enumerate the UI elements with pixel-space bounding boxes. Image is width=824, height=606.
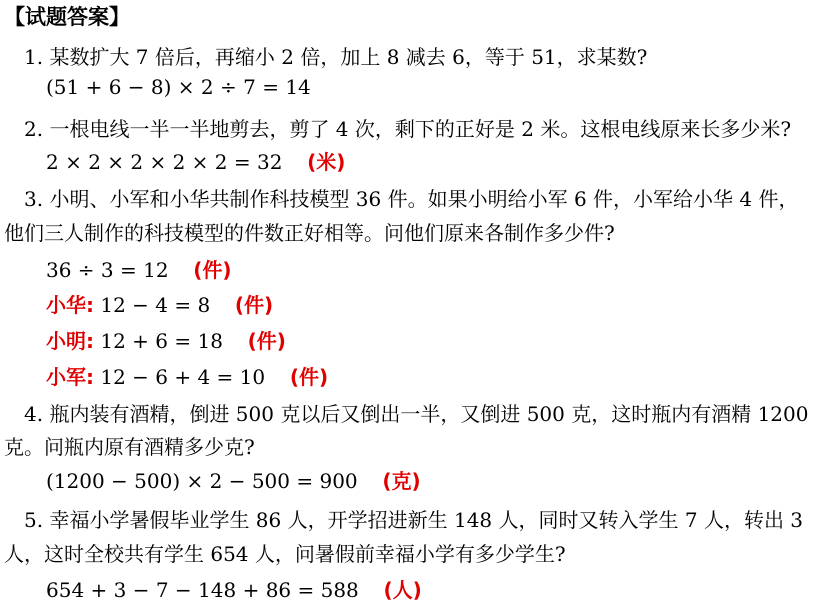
problem-3-answer-4 <box>46 364 328 390</box>
question-text: 幸福小学暑假毕业学生 86 人，开学招进新生 148 人，同时又转入学生 7 人，转出 3 <box>49 508 804 532</box>
answer-expression: 654 + 3 − 7 − 148 + 86 = 588 <box>46 578 359 602</box>
question-text: 小明、小军和小华共制作科技模型 36 件。如果小明给小军 6 件，小军给小华 4 件， <box>49 187 799 211</box>
problem-4-question-line-2 <box>4 434 255 460</box>
answer-expression: (51 + 6 − 8) × 2 ÷ 7 = 14 <box>46 75 311 99</box>
question-text: 瓶内装有酒精，倒进 500 克以后又倒出一半，又倒进 500 克，这时瓶内有酒精 1200 <box>49 402 809 426</box>
answer-expression: (1200 − 500) × 2 − 500 = 900 <box>46 469 358 493</box>
problem-3-answer-2 <box>46 292 273 318</box>
problem-number: 3. <box>24 187 44 211</box>
answer-unit: (件) <box>193 258 232 282</box>
answer-expression: 12 + 6 = 18 <box>100 329 223 353</box>
answer-label: 小华: <box>46 293 94 317</box>
answer-label: 小军: <box>46 365 94 389</box>
problem-number: 4. <box>24 402 44 426</box>
answer-unit: (件) <box>289 365 329 389</box>
answer-expression: 12 − 6 + 4 = 10 <box>100 365 266 389</box>
problem-3-answer-3 <box>46 328 286 354</box>
answer-expression: 36 ÷ 3 = 12 <box>46 258 169 282</box>
section-title: 【试题答案】 <box>4 5 130 29</box>
problem-2-question <box>24 116 791 142</box>
problem-3-question-line-2 <box>4 220 615 246</box>
problem-number: 1. <box>24 45 44 69</box>
problem-1-answer <box>46 74 311 100</box>
answer-unit: (件) <box>247 329 286 353</box>
problem-3-question-line-1 <box>24 186 799 212</box>
problem-1-question <box>24 44 647 70</box>
problem-number: 2. <box>24 117 44 141</box>
answer-unit: (件) <box>234 293 274 317</box>
answer-unit: (克) <box>382 469 421 493</box>
question-text: 他们三人制作的科技模型的件数正好相等。问他们原来各制作多少件? <box>4 221 615 245</box>
answer-expression: 12 − 4 = 8 <box>100 293 211 317</box>
problem-5-question-line-2 <box>4 541 566 567</box>
answer-unit: (人) <box>383 578 422 602</box>
question-text: 一根电线一半一半地剪去，剪了 4 次，剩下的正好是 2 米。这根电线原来长多少米? <box>49 117 792 141</box>
problem-2-answer <box>46 149 345 175</box>
problem-3-answer-1 <box>46 257 232 283</box>
problem-4-question-line-1 <box>24 401 809 427</box>
answer-unit: (米) <box>307 150 346 174</box>
question-text: 某数扩大 7 倍后，再缩小 2 倍，加上 8 减去 6，等于 51，求某数? <box>49 45 648 69</box>
problem-number: 5. <box>24 508 44 532</box>
answer-label: 小明: <box>46 329 94 353</box>
problem-4-answer <box>46 468 421 494</box>
question-text: 人，这时全校共有学生 654 人，问暑假前幸福小学有多少学生? <box>4 542 566 566</box>
problem-5-answer <box>46 577 422 603</box>
question-text: 克。问瓶内原有酒精多少克? <box>4 435 255 459</box>
answer-expression: 2 × 2 × 2 × 2 × 2 = 32 <box>46 150 283 174</box>
problem-5-question-line-1 <box>24 507 803 533</box>
